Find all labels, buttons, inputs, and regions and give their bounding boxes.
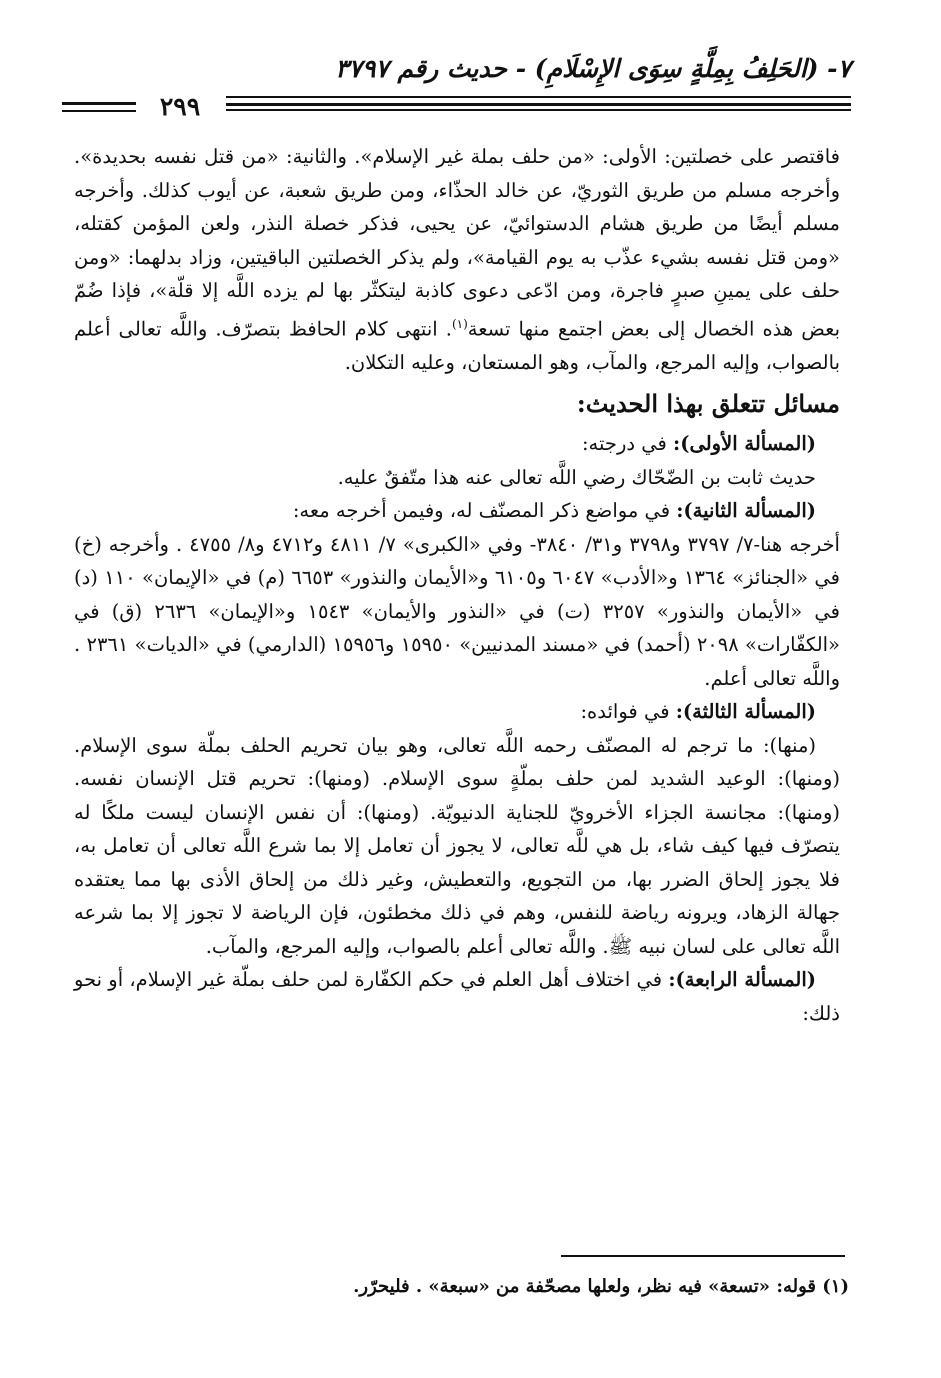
issue-2-text: أخرجه هنا-٧/ ٣٧٩٧ و٣٧٩٨ و٣١/ ٣٨٤٠- وفي «الكبرى» ٧/ ٤٨١١ و٤٧١٢ و٨/ ٤٧٥٥ . وأخرجه (خ) في «الجنائز» ١٣٦٤ و«الأدب» ٦٠٤٧ و٦١٠٥ و«الأيمان والنذور» ٦٦٥٣ (م) في «الإيمان» ١١٠ (د) في «الأيمان والنذور» ٣٢٥٧ (ت) في «النذور والأيمان» ١٥٤٣ و«الإيمان» ٢٦٣٦ (ق) في «الكفّارات» ٢٠٩٨ (أحمد) في «مسند المدنيين» ١٥٩٥٠ و١٥٩٥٦ (الدارمي) في «الديات» ٢٣٦١ . واللَّه تعالى أعلم. bbox=[74, 532, 840, 690]
issue-1-label: (المسألة الأولى): bbox=[673, 432, 816, 455]
footnote-separator bbox=[561, 1255, 845, 1257]
section-heading: مسائل تتعلق بهذا الحديث: bbox=[576, 389, 840, 418]
issue-2-label: (المسألة الثانية): bbox=[676, 499, 816, 522]
issue-1-heading: (المسألة الأولى): في درجته: bbox=[581, 432, 816, 455]
issue-3-label: (المسألة الثالثة): bbox=[675, 700, 816, 723]
paragraph-intro: فاقتصر على خصلتين: الأولى: «من حلف بملة غير الإسلام». والثانية: «من قتل نفسه بحديدة». وأخرجه مسلم من طريق الثوريّ، عن خالد الحذّاء، ومن طريق شعبة، عن أيوب كذلك. وأخرجه مسلم أيضًا من طريق هشام الدستوائيّ، عن يحيى، فذكر خصلة النذر، ولعن المؤمن كقتله، «ومن قتل نفسه بشيء عذّب به يوم القيامة»، ولم يذكر الخصلتين الباقيتين، وزاد بدلهما: «ومن حلف على يمينِ صبرٍ فاجرة، ومن ادّعى دعوى كاذبة ليتكثّر بها لم يزده اللَّه إلا قلّة»، فإذا ضُمّ بعض هذه الخصال إلى بعض اجتمع منها تسعة$^{(١)}$. انتهى كلام الحافظ بتصرّف. واللَّه تعالى أعلم بالصواب، وإليه المرجع، والمآب، وهو المستعان، وعليه التكلان. bbox=[74, 145, 840, 374]
issue-4-label: (المسألة الرابعة): bbox=[668, 968, 816, 991]
page-number: ٢٩٩ bbox=[159, 92, 201, 121]
header-double-rule-right bbox=[226, 103, 851, 111]
running-header-title: ٧- (الحَلِفُ بِمِلَّةٍ سِوَى الإِسْلَامِ) - حديث رقم ٣٧٩٧ bbox=[335, 54, 851, 83]
issue-4-heading: (المسألة الرابعة): في اختلاف أهل العلم في حكم الكفّارة لمن حلف بملّة غير الإسلام، أو نحو ذلك: bbox=[74, 968, 840, 1025]
main-text bbox=[74, 140, 840, 1030]
header-rule bbox=[226, 96, 851, 98]
issue-2-heading: (المسألة الثانية): في مواضع ذكر المصنّف له، وفيمن أخرجه معه: bbox=[292, 499, 816, 522]
footnote-text: (١) قوله: «تسعة» فيه نظر، ولعلها مصحّفة من «سبعة» . فليحرّر. bbox=[353, 1276, 849, 1297]
issue-3-heading: (المسألة الثالثة): في فوائده: bbox=[580, 700, 816, 723]
footnote-marker: (١) bbox=[451, 316, 468, 331]
issue-1-text: حديث ثابت بن الضّحّاك رضي اللَّه تعالى عنه هذا متّفقٌ عليه. bbox=[337, 465, 816, 489]
issue-3-text: (منها): ما ترجم له المصنّف رحمه اللَّه تعالى، وهو بيان تحريم الحلف بملّة سوى الإسلام. (ومنها): الوعيد الشديد لمن حلف بملّةٍ سوى الإسلام. (ومنها): تحريم قتل الإنسان نفسه. (ومنها): مجانسة الجزاء الأخرويّ للجناية الدنيويّة. (ومنها): أن نفس الإنسان ليست ملكًا له يتصرّف فيها كيف شاء، بل هي للَّه تعالى، لا يجوز أن تعامل إلا بما شرع اللَّه تعالى أن تعامل به، فلا يجوز إلحاق الضرر بها، من التجويع، والتعطيش، وغير ذلك من إلحاق الأذى بها مما يعتقده جهالة الزهاد، ويرونه رياضة للنفس، وهم في ذلك مخطئون، فإن الرياضة لا تجوز إلا بما شرعه اللَّه تعالى على لسان نبيه ﷺ. واللَّه تعالى أعلم بالصواب، وإليه المرجع، والمآب. bbox=[74, 733, 840, 958]
header-double-rule-left bbox=[62, 102, 136, 112]
